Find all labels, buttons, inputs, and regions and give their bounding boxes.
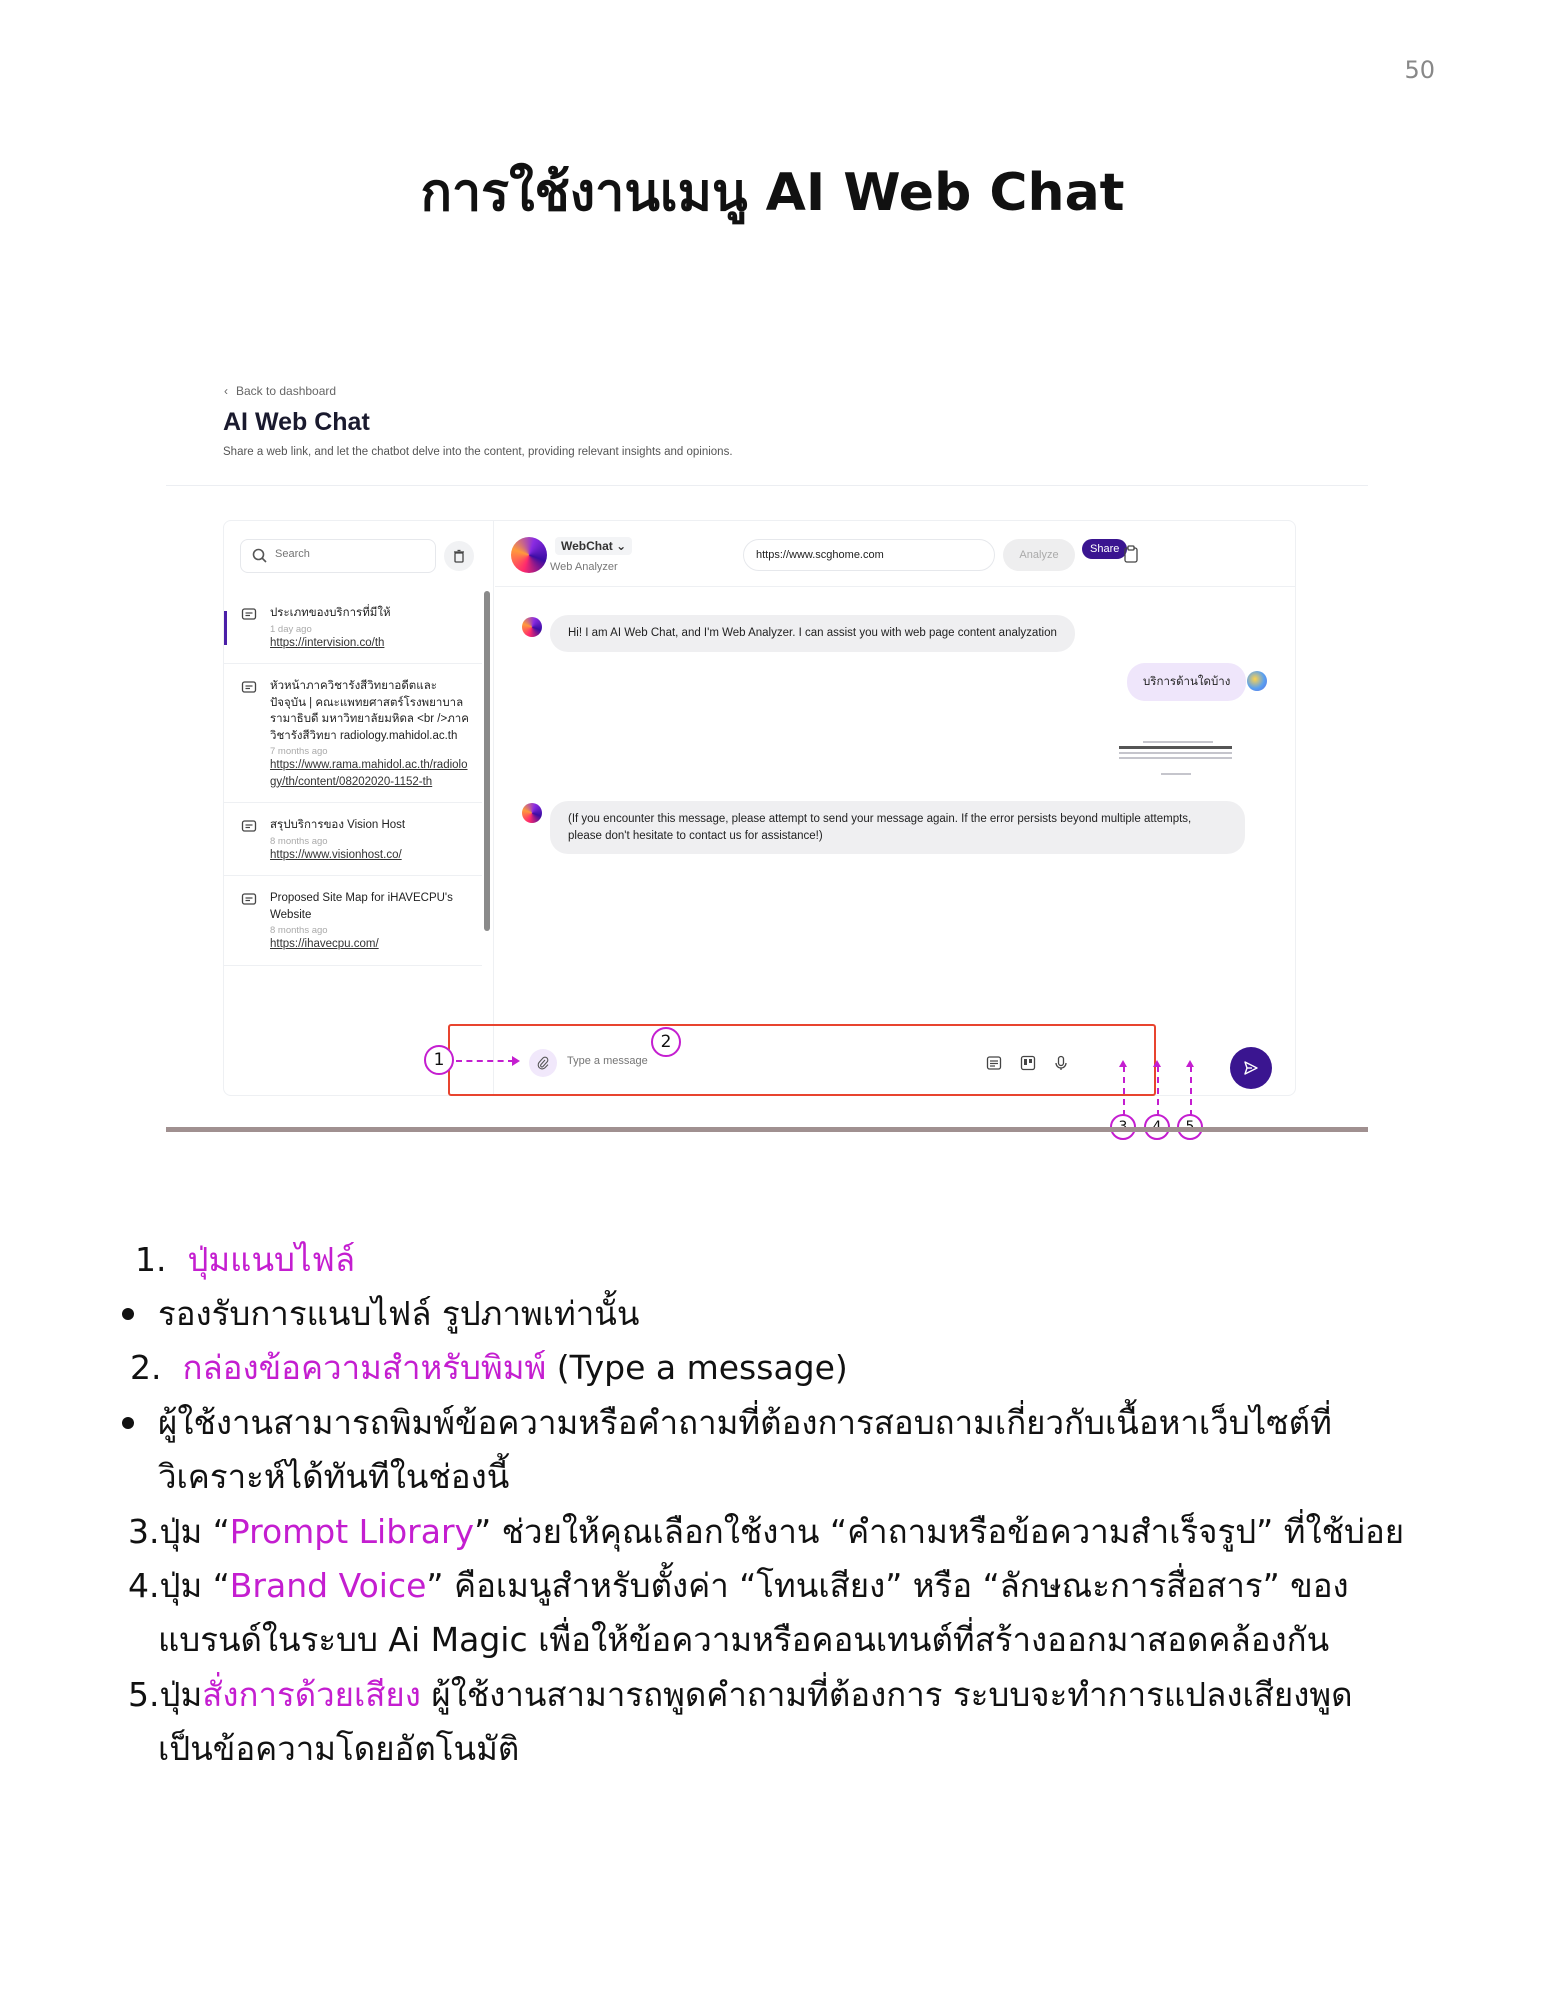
conversation-title: ประเภทของบริการที่มีให้ (270, 607, 391, 619)
back-link-label: Back to dashboard (236, 384, 337, 398)
bot-avatar (511, 537, 547, 573)
item-text: ผู้ใช้งานสามารถพูดคำถามที่ต้องการ ระบบจะทำการแปลงเสียงพูด (420, 1675, 1353, 1714)
item-4 (128, 1560, 1349, 1612)
item-number: 3. (128, 1512, 160, 1551)
user-avatar (1247, 671, 1267, 691)
arrow-head (1153, 1060, 1161, 1067)
chat-bubble-icon (241, 607, 257, 623)
conversation-link[interactable]: https://intervision.co/th (270, 636, 385, 649)
item-2-bullet-line-1: ผู้ใช้งานสามารถพิมพ์ข้อความหรือคำถามที่ต้องการสอบถามเกี่ยวกับเนื้อหาเว็บไซต์ที่ (158, 1403, 1332, 1442)
item-suffix: (Type a message) (546, 1348, 848, 1387)
chevron-left-icon: ‹ (224, 384, 228, 398)
user-message: บริการด้านใดบ้าง (1127, 663, 1246, 701)
item-1-bullet: รองรับการแนบไฟล์ รูปภาพเท่านั้น (158, 1294, 640, 1333)
trash-icon (452, 549, 466, 563)
share-button[interactable]: Share (1082, 539, 1127, 559)
bot-message: Hi! I am AI Web Chat, and I'm Web Analyzer. I can assist you with web page content analyzation (550, 615, 1075, 652)
callout-connector (456, 1060, 514, 1062)
chat-bubble-icon (241, 819, 257, 835)
search-icon (251, 547, 269, 565)
conversation-link[interactable]: https://www.visionhost.co/ (270, 848, 402, 861)
callout-connector (1123, 1066, 1125, 1116)
arrow-head (1186, 1060, 1194, 1067)
conversation-title: Proposed Site Map for iHAVECPU's Website (270, 892, 453, 921)
screenshot (166, 370, 1368, 1142)
search-box[interactable] (240, 539, 436, 573)
item-label: Brand Voice (229, 1566, 427, 1605)
conversation-title: สรุปบริการของ Vision Host (270, 819, 406, 831)
bot-selector[interactable] (555, 537, 632, 555)
callout-2: 2 (651, 1027, 681, 1057)
page-thumbnail (1113, 735, 1238, 797)
item-5 (128, 1669, 1353, 1721)
send-button[interactable] (1230, 1047, 1272, 1089)
sidebar (224, 521, 494, 1095)
divider (166, 485, 1368, 486)
chat-app (223, 520, 1296, 1096)
item-label: สั่งการด้วยเสียง (202, 1675, 421, 1714)
bot-role: Web Analyzer (550, 561, 618, 573)
item-number: 2. (130, 1348, 162, 1387)
page-title: การใช้งานเมนู AI Web Chat (420, 163, 1125, 223)
conversation-time: 8 months ago (270, 835, 328, 847)
chat-header (495, 521, 1295, 587)
analyze-button[interactable]: Analyze (1003, 539, 1075, 571)
scrollbar[interactable] (484, 591, 490, 931)
item-text: ปุ่ม “ (159, 1566, 230, 1605)
item-text: ” คือเมนูสำหรับตั้งค่า “โทนเสียง” หรือ “ลักษณะการสื่อสาร” ของ (426, 1566, 1349, 1605)
conversation-item[interactable] (224, 591, 482, 664)
bot-name: WebChat (561, 539, 613, 553)
arrow-head (1119, 1060, 1127, 1067)
app-subtitle: Share a web link, and let the chatbot delve into the content, providing relevant insights and opinions. (223, 446, 733, 458)
clipboard-icon[interactable] (1123, 545, 1139, 563)
item-2-bullet-line-2: วิเคราะห์ได้ทันทีในช่องนี้ (158, 1457, 510, 1496)
back-link[interactable] (224, 384, 336, 398)
conversation-item[interactable] (224, 803, 482, 876)
delete-button[interactable] (444, 541, 474, 571)
callout-1: 1 (424, 1045, 454, 1075)
page-number: 50 (1404, 56, 1435, 84)
chat-bubble-icon (241, 680, 257, 696)
callout-connector (1190, 1066, 1192, 1116)
item-number: 4. (128, 1566, 160, 1605)
conversation-time: 1 day ago (270, 623, 312, 635)
item-text: ปุ่ม (159, 1675, 203, 1714)
send-icon (1243, 1060, 1259, 1076)
chevron-down-icon: ⌄ (616, 539, 627, 553)
callout-connector (1157, 1066, 1159, 1116)
item-label: ปุ่มแนบไฟล์ (187, 1240, 356, 1279)
conversation-time: 7 months ago (270, 746, 328, 757)
bot-avatar-small (522, 803, 542, 823)
arrow-head (512, 1056, 520, 1066)
conversation-link[interactable]: https://www.rama.mahidol.ac.th/radiology/th/content/08202020-1152-th (270, 759, 468, 788)
search-input[interactable] (275, 548, 425, 560)
bullet-dot (122, 1308, 134, 1320)
conversation-time: 8 months ago (270, 925, 328, 936)
item-text: ” ช่วยให้คุณเลือกใช้งาน “คำถามหรือข้อความสำเร็จรูป” ที่ใช้บ่อย (474, 1512, 1405, 1551)
item-5-line-2: เป็นข้อความโดยอัตโนมัติ (158, 1729, 520, 1768)
item-label: Prompt Library (229, 1512, 475, 1551)
bot-avatar-small (522, 617, 542, 637)
conversation-link[interactable]: https://ihavecpu.com/ (270, 938, 379, 950)
item-4-line-2: แบรนด์ในระบบ Ai Magic เพื่อให้ข้อความหรือคอนเทนต์ที่สร้างออกมาสอดคล้องกัน (158, 1620, 1330, 1659)
item-label: กล่องข้อความสำหรับพิมพ์ (182, 1348, 547, 1387)
conversation-title: หัวหน้าภาควิชารังสีวิทยาอดีตและปัจจุบัน | คณะแพทยศาสตร์โรงพยาบาลรามาธิบดี มหาวิทยาลัยมหิดล <br />ภาควิชารังสีวิทยา radiology.mahidol.ac.th (270, 680, 469, 742)
item-1 (135, 1234, 355, 1286)
item-number: 1. (135, 1240, 167, 1279)
screenshot-bottom-rule (166, 1127, 1368, 1132)
bullet-dot (122, 1417, 134, 1429)
item-text: ปุ่ม “ (159, 1512, 230, 1551)
item-number: 5. (128, 1675, 160, 1714)
chat-bubble-icon (241, 892, 257, 908)
composer-highlight-frame (448, 1024, 1156, 1096)
url-input[interactable] (743, 539, 995, 571)
item-3 (128, 1506, 1404, 1558)
item-2 (130, 1342, 848, 1394)
app-title: AI Web Chat (223, 408, 370, 436)
bot-message: (If you encounter this message, please attempt to send your message again. If the error persists beyond multiple attempts, please don't hesitate to contact us for assistance!) (550, 801, 1245, 854)
conversation-item[interactable] (224, 876, 482, 966)
chat-panel (495, 521, 1295, 1095)
conversation-list (224, 591, 482, 966)
conversation-item[interactable] (224, 664, 482, 803)
